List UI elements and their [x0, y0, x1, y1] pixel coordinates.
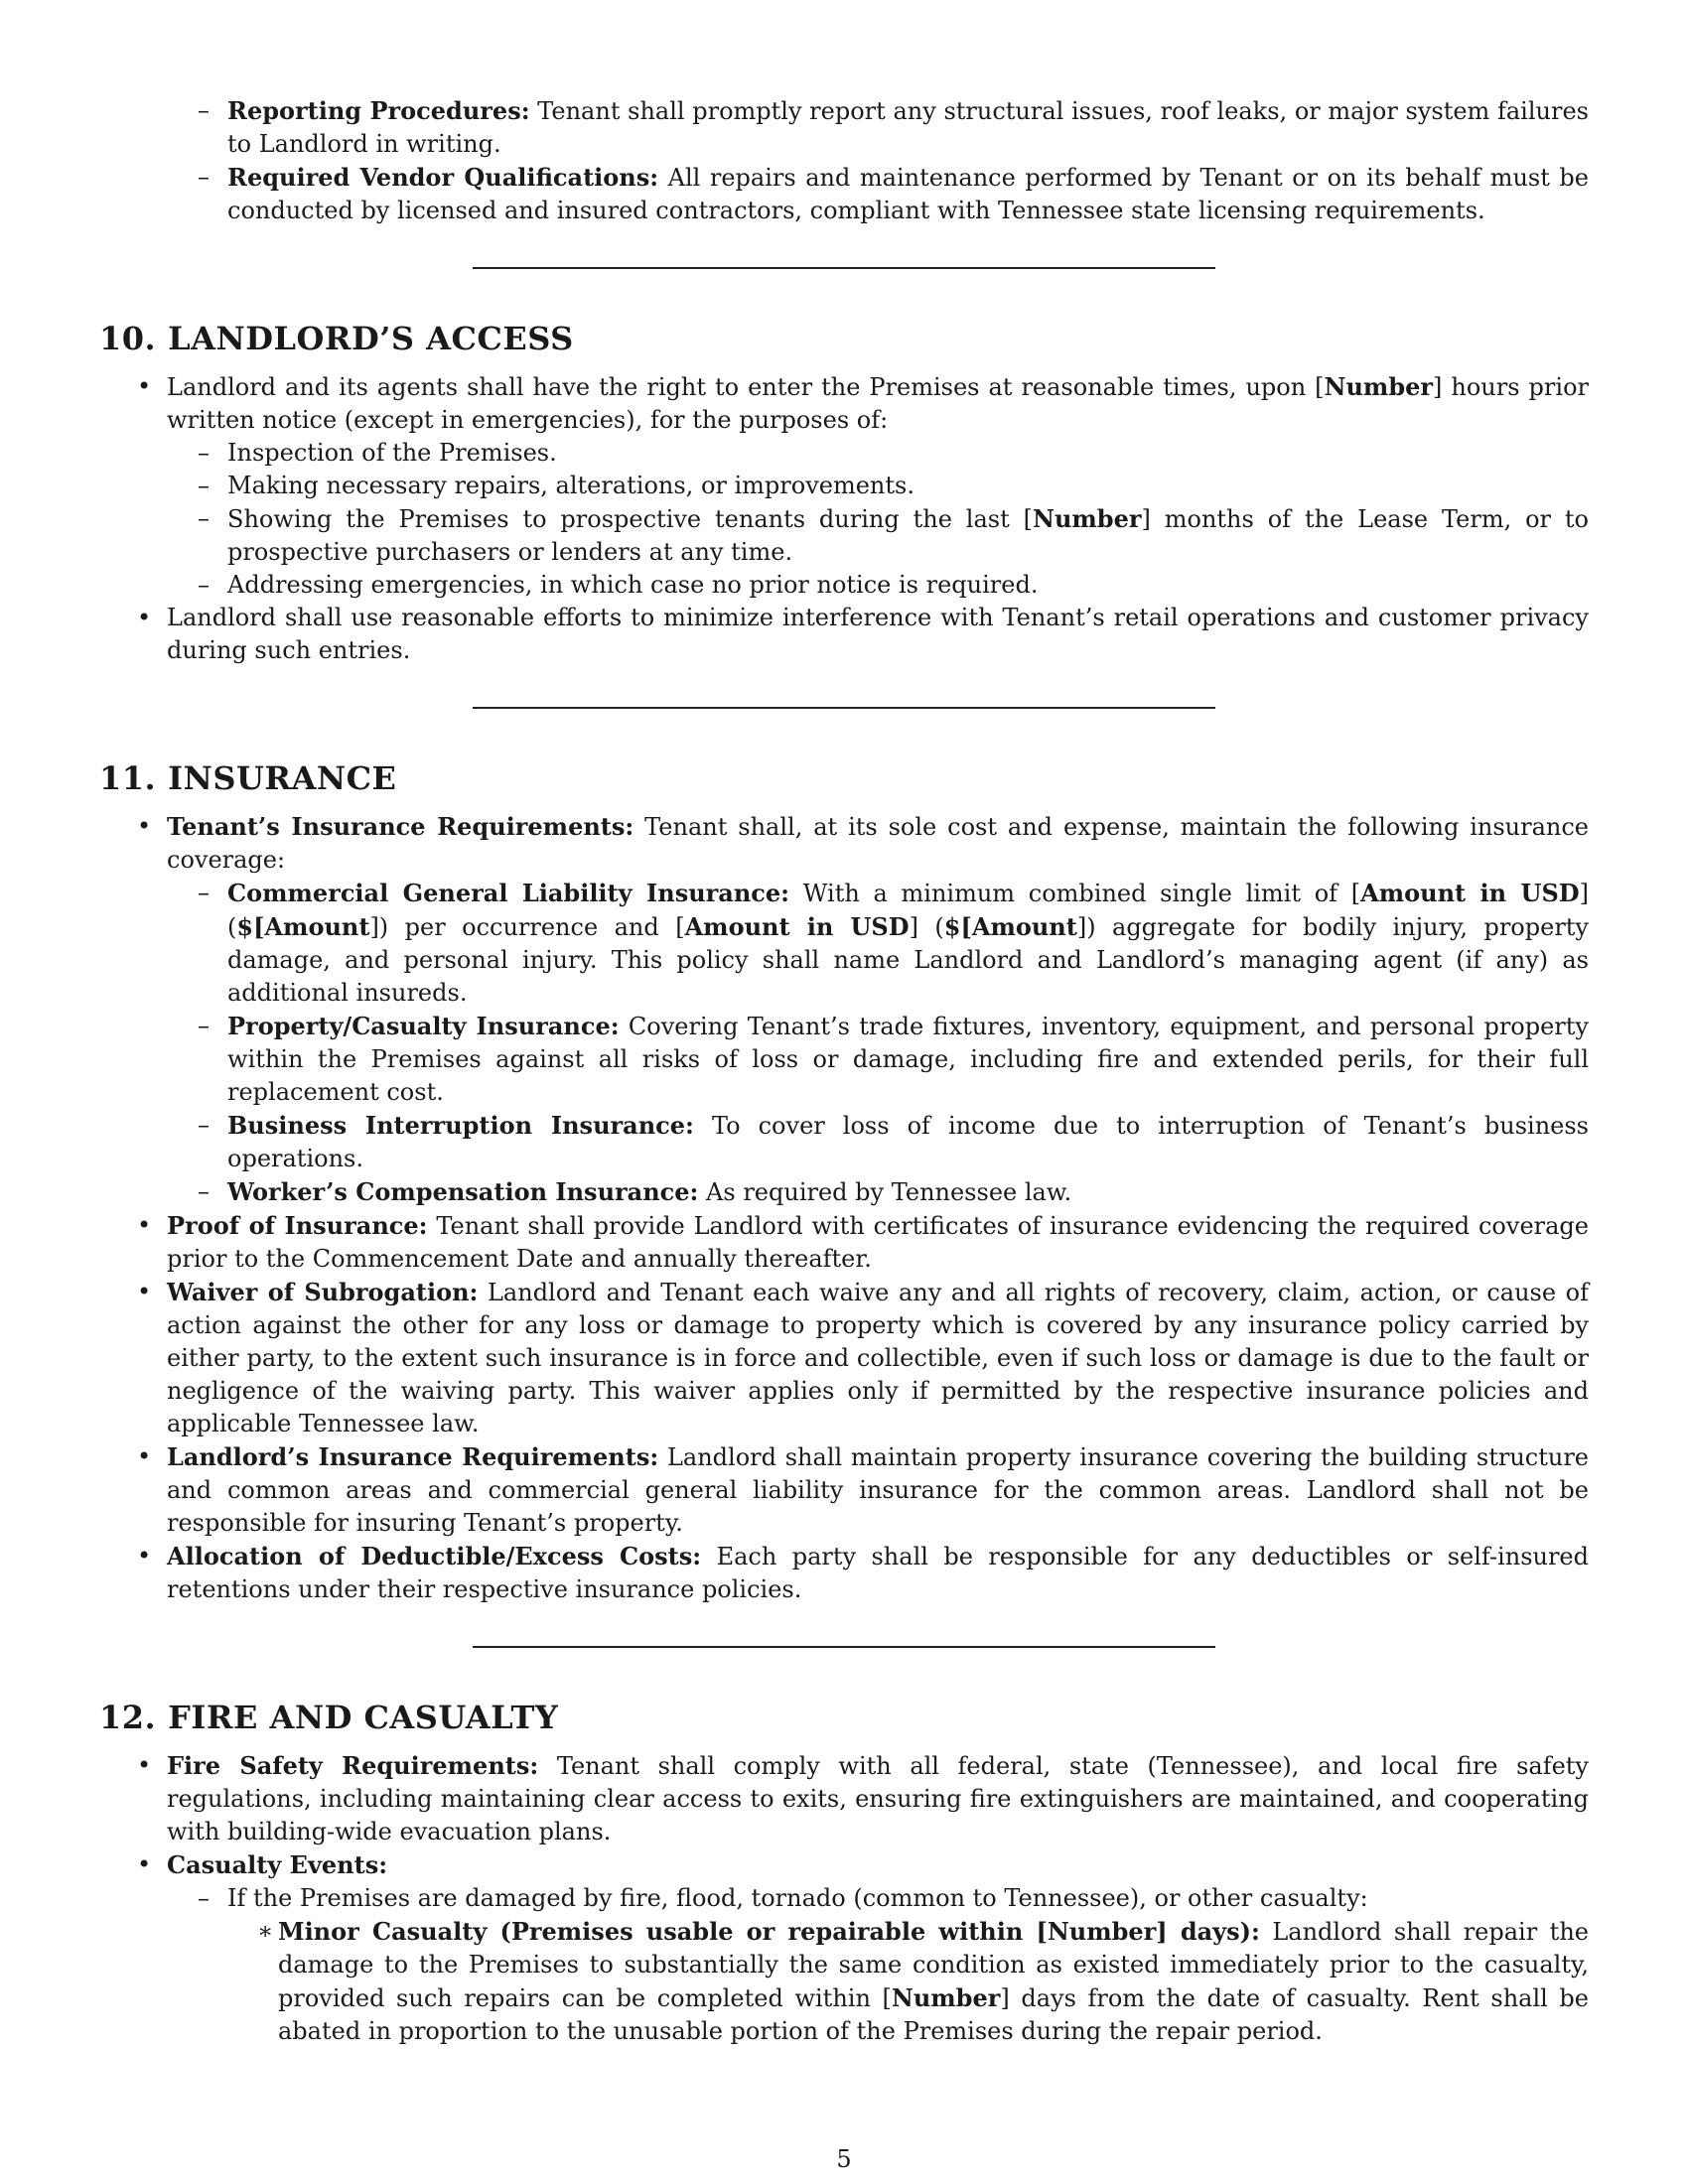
item-text: Tenant shall promptly report any structural issues, roof leaks, or major system failures to Landlord in writing.	[227, 97, 1589, 158]
item-text: ]) aggregate for bodily injury, property damage, and personal injury. This policy shall name Landlord and Landlord’s managing agent (if any) as additional insureds.	[227, 913, 1589, 1007]
item-text: To cover loss of income due to interruption of Tenant’s business operations.	[227, 1112, 1589, 1172]
section-11-list	[99, 810, 1589, 1606]
item-text: Landlord and Tenant each waive any and all rights of recovery, claim, action, or cause of action against the other for any loss or damage to property which is covered by any insurance policy carried by either party, to the extent such insurance is in force and collectible, even if such loss or damage is due to the fault or negligence of the waiving party. This waiver applies only if permitted by the respective insurance policies and applicable Tennessee law.	[167, 1279, 1589, 1437]
placeholder-field: Number	[891, 1983, 1001, 2012]
section-title: FIRE AND CASUALTY	[168, 1699, 559, 1736]
list-item	[167, 1010, 1589, 1109]
item-label: Required Vendor Qualifications:	[227, 163, 659, 192]
item-text: ]) per occurrence and [	[369, 913, 685, 941]
placeholder-field: Number	[1324, 372, 1434, 401]
sub-sub-list	[227, 1915, 1589, 2048]
list-item	[167, 1882, 1589, 2048]
section-divider	[473, 267, 1215, 269]
item-label: Minor Casualty (Premises usable or repairable within [Number] days):	[278, 1917, 1260, 1946]
item-label: Casualty Events:	[167, 1850, 388, 1879]
item-text: All repairs and maintenance performed by Tenant or on its behalf must be conducted by licensed and insured contractors, compliant with Tennessee state licensing requirements.	[227, 164, 1589, 224]
placeholder-field: Number	[1033, 504, 1142, 533]
page-number: 5	[836, 2145, 852, 2173]
item-text: ] months of the Lease Term, or to prospective purchasers or lenders at any time.	[227, 505, 1589, 566]
list-item	[167, 1109, 1589, 1175]
list-item: – Addressing emergencies, in which case no prior notice is required.	[167, 569, 1589, 602]
section-divider	[473, 707, 1215, 709]
page-content	[99, 94, 1589, 2048]
item-label: Allocation of Deductible/Excess Costs:	[167, 1542, 702, 1570]
section-number: 10.	[99, 320, 157, 357]
list-item	[99, 370, 1589, 602]
item-text: As required by Tennessee law.	[706, 1178, 1072, 1206]
item-text: Tenant shall provide Landlord with certificates of insurance evidencing the required coverage prior to the Commencement Date and annually thereafter.	[167, 1212, 1589, 1273]
list-item	[167, 877, 1589, 1010]
list-item	[99, 1276, 1589, 1440]
section-heading-11	[99, 758, 1589, 798]
item-text: ] days from the date of casualty. Rent shall be abated in proportion to the unusable portion of the Premises during the repair period.	[278, 1984, 1589, 2045]
item-text: ] (	[909, 913, 944, 941]
item-text: Covering Tenant’s trade fixtures, inventory, equipment, and personal property within the Premises against all risks of loss or damage, including fire and extended perils, for their full replacement cost.	[227, 1013, 1589, 1106]
list-item	[227, 1915, 1589, 2048]
sub-list	[167, 1882, 1589, 2048]
placeholder-field: Amount in USD	[684, 912, 910, 941]
list-item	[167, 94, 1589, 161]
item-label: Waiver of Subrogation:	[167, 1278, 479, 1306]
item-text: If the Premises are damaged by fire, flood, tornado (common to Tennessee), or other casualty:	[227, 1884, 1368, 1912]
item-label: Commercial General Liability Insurance:	[227, 879, 790, 907]
item-text: Landlord shall repair the damage to the Premises to substantially the same condition as existed immediately prior to the casualty, provided such repairs can be completed within [	[278, 1918, 1589, 2012]
list-item	[99, 1209, 1589, 1276]
item-label: Proof of Insurance:	[167, 1211, 428, 1240]
section-number: 11.	[99, 759, 157, 797]
section-number: 12.	[99, 1699, 157, 1736]
item-label: Fire Safety Requirements:	[167, 1751, 539, 1780]
item-text: Tenant shall, at its sole cost and expense, maintain the following insurance coverage:	[167, 813, 1589, 874]
item-text: Showing the Premises to prospective tenants during the last [	[227, 505, 1034, 533]
item-label: Worker’s Compensation Insurance:	[227, 1177, 699, 1206]
item-label: Reporting Procedures:	[227, 96, 530, 125]
list-item	[99, 1540, 1589, 1606]
list-item: • Landlord shall use reasonable efforts to minimize interference with Tenant’s retail operations and customer privacy during such entries.	[99, 602, 1589, 667]
item-label: Tenant’s Insurance Requirements:	[167, 812, 634, 841]
section-title: LANDLORD’S ACCESS	[168, 320, 574, 357]
sub-list	[167, 877, 1589, 1209]
section-10-list	[99, 370, 1589, 667]
list-item	[99, 1749, 1589, 1848]
placeholder-field: $[Amount	[943, 912, 1077, 941]
list-item	[99, 1440, 1589, 1540]
placeholder-field: Amount in USD	[1360, 879, 1580, 907]
list-item	[99, 1848, 1589, 2048]
section-heading-10	[99, 319, 1589, 358]
continued-sub-list	[99, 94, 1589, 227]
section-12-list	[99, 1749, 1589, 2048]
item-label: Landlord’s Insurance Requirements:	[167, 1442, 659, 1471]
list-item: – Making necessary repairs, alterations, or improvements.	[167, 470, 1589, 502]
sub-list	[167, 437, 1589, 602]
item-text: Tenant shall comply with all federal, state (Tennessee), and local fire safety regulations, including maintaining clear access to exits, ensuring fire extinguishers are maintained, and cooperating with building-wide evacuation plans.	[167, 1752, 1589, 1845]
item-text: ] (	[227, 880, 1589, 941]
list-item	[167, 502, 1589, 569]
list-item	[167, 161, 1589, 227]
list-item	[99, 810, 1589, 1209]
item-label: Property/Casualty Insurance:	[227, 1012, 620, 1040]
placeholder-field: $[Amount	[236, 912, 370, 941]
item-text: Landlord and its agents shall have the right to enter the Premises at reasonable times, upon [	[167, 373, 1325, 401]
section-title: INSURANCE	[168, 759, 397, 797]
item-text: Landlord shall maintain property insurance covering the building structure and common areas and commercial general liability insurance for the common areas. Landlord shall not be responsible for insuring Tenant’s property.	[167, 1443, 1589, 1537]
list-item: – Inspection of the Premises.	[167, 437, 1589, 470]
item-label: Business Interruption Insurance:	[227, 1111, 694, 1140]
section-divider	[473, 1646, 1215, 1648]
item-text: With a minimum combined single limit of [	[802, 880, 1361, 907]
item-text: ] hours prior written notice (except in emergencies), for the purposes of:	[167, 373, 1589, 434]
section-heading-12	[99, 1698, 1589, 1737]
list-item	[167, 1175, 1589, 1209]
item-text: Each party shall be responsible for any deductibles or self-insured retentions under their respective insurance policies.	[167, 1543, 1589, 1603]
